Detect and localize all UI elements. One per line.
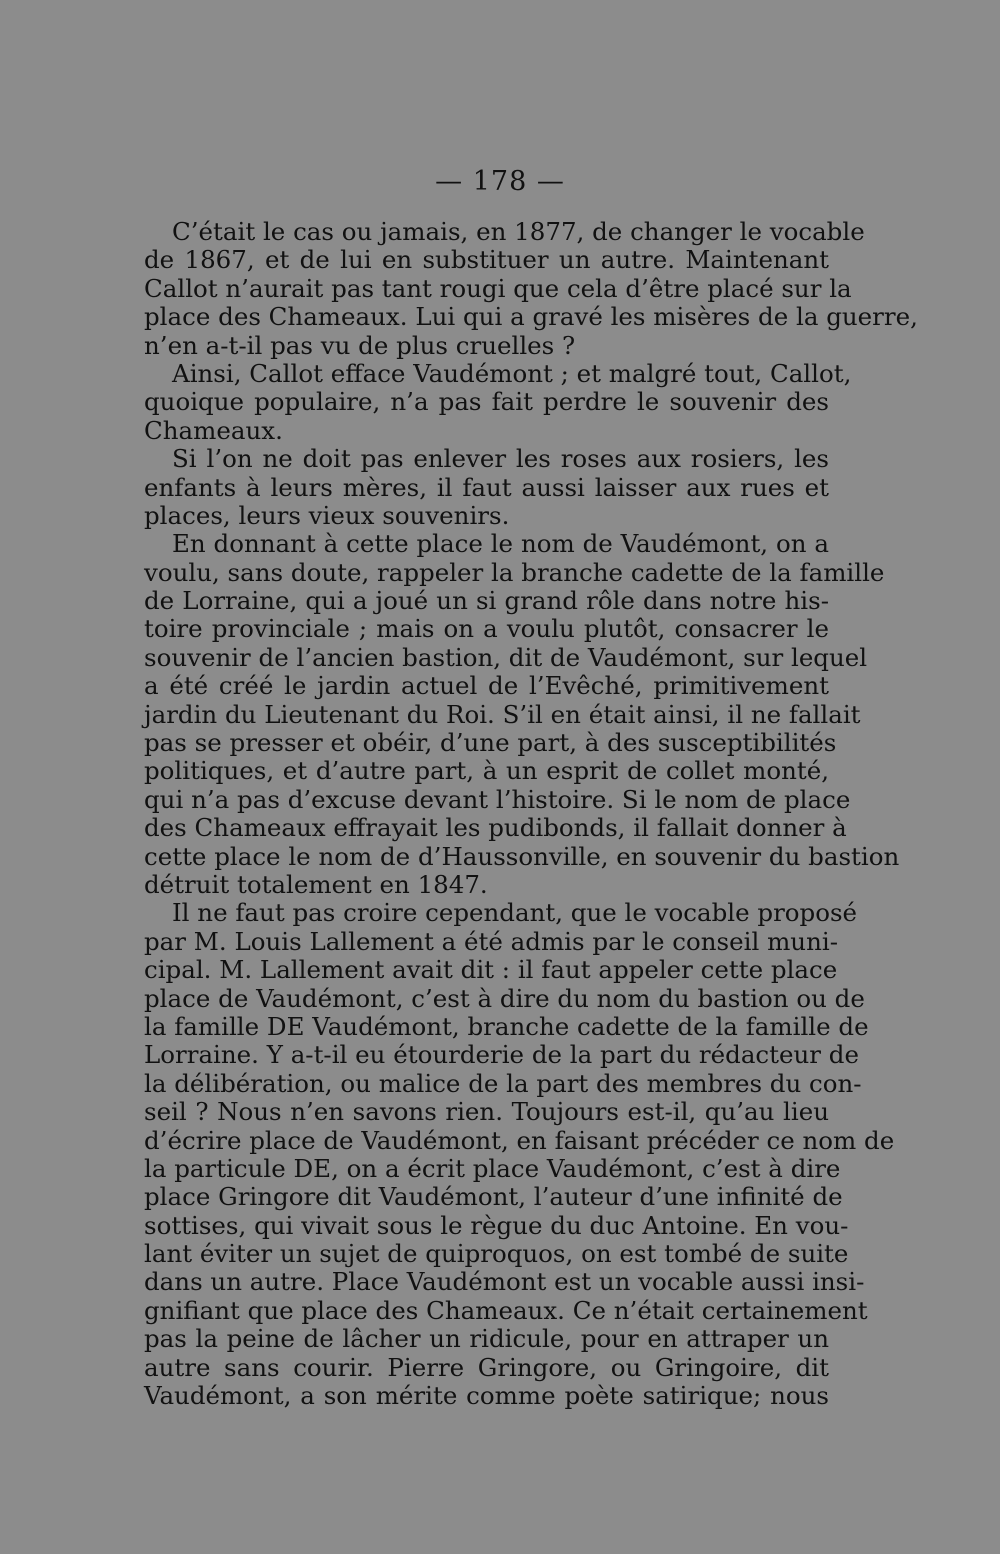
text-line: la famille DE Vaudémont, branche cadette de la famille de <box>144 1011 869 1041</box>
text-line: Lorraine. Y a-t-il eu étourderie de la part du rédacteur de <box>144 1040 859 1070</box>
text-line: jardin du Lieutenant du Roi. S’il en était ainsi, il ne fallait <box>144 699 861 729</box>
text-line: de 1867, et de lui en substituer un autre. Maintenant <box>144 245 829 275</box>
text-line: détruit totalement en 1847. <box>144 869 488 899</box>
text-line: quoique populaire, n’a pas fait perdre le souvenir des <box>144 387 829 417</box>
text-line: de Lorraine, qui a joué un si grand rôle dans notre his- <box>144 586 829 616</box>
text-line: voulu, sans doute, rappeler la branche cadette de la famille <box>144 557 885 587</box>
text-line: lant éviter un sujet de quiproquos, on est tombé de suite <box>144 1239 849 1269</box>
text-line: n’en a-t-il pas vu de plus cruelles ? <box>144 330 576 360</box>
text-line: cette place le nom de d’Haussonville, en souvenir du bastion <box>144 841 900 871</box>
text-line: seil ? Nous n’en savons rien. Toujours est-il, qu’au lieu <box>144 1097 829 1127</box>
text-line: politiques, et d’autre part, à un esprit de collet monté, <box>144 756 829 786</box>
text-line: enfants à leurs mères, il faut aussi laisser aux rues et <box>144 472 829 502</box>
text-line: sottises, qui vivait sous le règue du duc Antoine. En vou- <box>144 1210 849 1240</box>
text-line: En donnant à cette place le nom de Vaudémont, on a <box>172 529 829 559</box>
text-line: Chameaux. <box>144 415 283 445</box>
text-line: d’écrire place de Vaudémont, en faisant précéder ce nom de <box>144 1125 895 1155</box>
text-line: place des Chameaux. Lui qui a gravé les misères de la guerre, <box>144 302 918 332</box>
text-line: Si l’on ne doit pas enlever les roses aux rosiers, les <box>172 444 829 474</box>
text-line: par M. Louis Lallement a été admis par le conseil muni- <box>144 926 838 956</box>
body-text <box>144 217 918 1411</box>
text-line: souvenir de l’ancien bastion, dit de Vaudémont, sur lequel <box>144 642 868 672</box>
text-line: autre sans courir. Pierre Gringore, ou Gringoire, dit <box>144 1352 829 1382</box>
text-line: Ainsi, Callot efface Vaudémont ; et malgré tout, Callot, <box>172 358 852 388</box>
text-line: place de Vaudémont, c’est à dire du nom du bastion ou de <box>144 983 865 1013</box>
text-line: qui n’a pas d’excuse devant l’histoire. Si le nom de place <box>144 784 851 814</box>
text-line: Callot n’aurait pas tant rougi que cela d’être placé sur la <box>144 273 852 303</box>
text-line: a été créé le jardin actuel de l’Evêché, primitivement <box>144 671 829 701</box>
text-line: la délibération, ou malice de la part des membres du con- <box>144 1068 862 1098</box>
text-line: pas se presser et obéir, d’une part, à des susceptibilités <box>144 728 837 758</box>
text-line: C’était le cas ou jamais, en 1877, de changer le vocable <box>172 217 865 246</box>
text-line: pas la peine de lâcher un ridicule, pour en attraper un <box>144 1324 829 1354</box>
text-line: place Gringore dit Vaudémont, l’auteur d’une infinité de <box>144 1182 843 1212</box>
text-line: places, leurs vieux souvenirs. <box>144 500 510 530</box>
text-line: cipal. M. Lallement avait dit : il faut appeler cette place <box>144 955 838 985</box>
page-number: — 178 — <box>435 166 565 197</box>
text-line: Il ne faut pas croire cependant, que le vocable proposé <box>172 898 858 928</box>
text-line: dans un autre. Place Vaudémont est un vocable aussi insi- <box>144 1267 865 1297</box>
text-line: toire provinciale ; mais on a voulu plutôt, consacrer le <box>144 614 829 644</box>
text-line: des Chameaux effrayait les pudibonds, il fallait donner à <box>144 813 847 843</box>
text-line: Vaudémont, a son mérite comme poète satirique; nous <box>144 1381 829 1411</box>
text-line: gnifiant que place des Chameaux. Ce n’était certainement <box>144 1295 868 1325</box>
text-line: la particule DE, on a écrit place Vaudémont, c’est à dire <box>144 1153 841 1183</box>
